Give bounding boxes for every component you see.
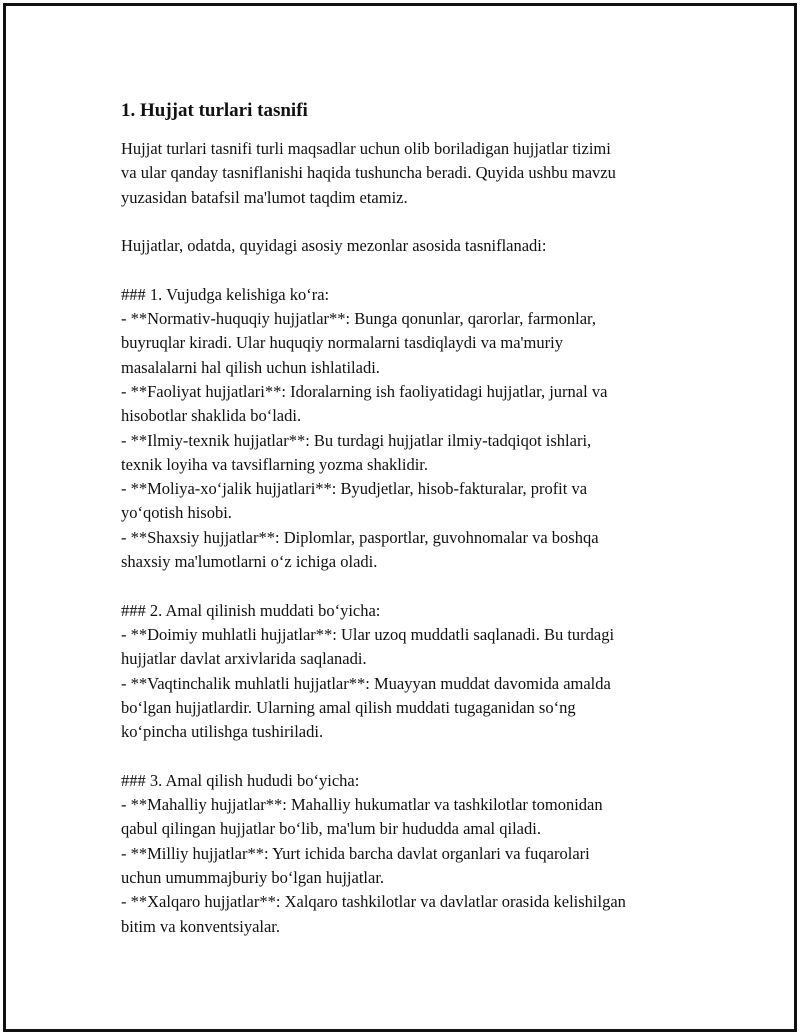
list-item-line: - **Vaqtinchalik muhlatli hujjatlar**: Muayyan muddat davomida amalda [121,673,611,693]
section-heading: ### 3. Amal qilish hududi boʻyicha: [121,770,360,790]
list-item-line: hisobotlar shaklida boʻladi. [121,406,302,426]
document-text [121,137,711,939]
list-item-line: hujjatlar davlat arxivlarida saqlanadi. [121,649,367,669]
blank-line [121,744,711,768]
text-line: Hujjatlar, odatda, quyidagi asosiy mezonlar asosida tasniflanadi: [121,236,547,256]
blank-line [121,210,711,234]
text-line: va ular qanday tasniflanishi haqida tushuncha beradi. Quyida ushbu mavzu [121,163,616,183]
list-item-line: - **Shaxsiy hujjatlar**: Diplomlar, pasportlar, guvohnomalar va boshqa [121,527,599,547]
list-item-line: bitim va konventsiyalar. [121,916,281,936]
section-heading: ### 2. Amal qilinish muddati boʻyicha: [121,600,381,620]
list-item-line: boʻlgan hujjatlardir. Ularning amal qilish muddati tugaganidan soʻng [121,697,576,717]
list-item-line: - **Mahalliy hujjatlar**: Mahalliy hukumatlar va tashkilotlar tomonidan [121,795,603,815]
list-item-line: - **Moliya-xoʻjalik hujjatlari**: Byudjetlar, hisob-fakturalar, profit va [121,479,588,499]
list-item-line: - **Milliy hujjatlar**: Yurt ichida barcha davlat organlari va fuqarolari [121,843,590,863]
list-item-line: shaxsiy ma'lumotlarni oʻz ichiga oladi. [121,552,378,572]
text-line: yuzasidan batafsil ma'lumot taqdim etamiz. [121,187,408,207]
list-item-line: texnik loyiha va tavsiflarning yozma shaklidir. [121,454,429,474]
list-item-line: masalalarni hal qilish uchun ishlatiladi. [121,357,380,377]
blank-line [121,574,711,598]
list-item-line: - **Ilmiy-texnik hujjatlar**: Bu turdagi hujjatlar ilmiy-tadqiqot ishlari, [121,430,592,450]
blank-line [121,258,711,282]
list-item-line: yoʻqotish hisobi. [121,503,232,523]
list-item-line: buyruqlar kiradi. Ular huquqiy normalarni tasdiqlaydi va ma'muriy [121,333,563,353]
list-item-line: koʻpincha utilishga tushiriladi. [121,722,324,742]
document-body [121,98,711,939]
list-item-line: uchun umummajburiy boʻlgan hujjatlar. [121,867,385,887]
list-item-line: - **Faoliyat hujjatlari**: Idoralarning ish faoliyatidagi hujjatlar, jurnal va [121,381,608,401]
list-item-line: qabul qilingan hujjatlar boʻlib, ma'lum bir hududda amal qiladi. [121,819,541,839]
list-item-line: - **Doimiy muhlatli hujjatlar**: Ular uzoq muddatli saqlanadi. Bu turdagi [121,624,615,644]
list-item-line: - **Xalqaro hujjatlar**: Xalqaro tashkilotlar va davlatlar orasida kelishilgan [121,892,626,912]
text-line: Hujjat turlari tasnifi turli maqsadlar uchun olib boriladigan hujjatlar tizimi [121,139,611,158]
page-frame [3,3,797,1032]
section-heading: ### 1. Vujudga kelishiga koʻra: [121,284,330,304]
document-title: 1. Hujjat turlari tasnifi [121,100,308,121]
list-item-line: - **Normativ-huquqiy hujjatlar**: Bunga qonunlar, qarorlar, farmonlar, [121,309,597,329]
